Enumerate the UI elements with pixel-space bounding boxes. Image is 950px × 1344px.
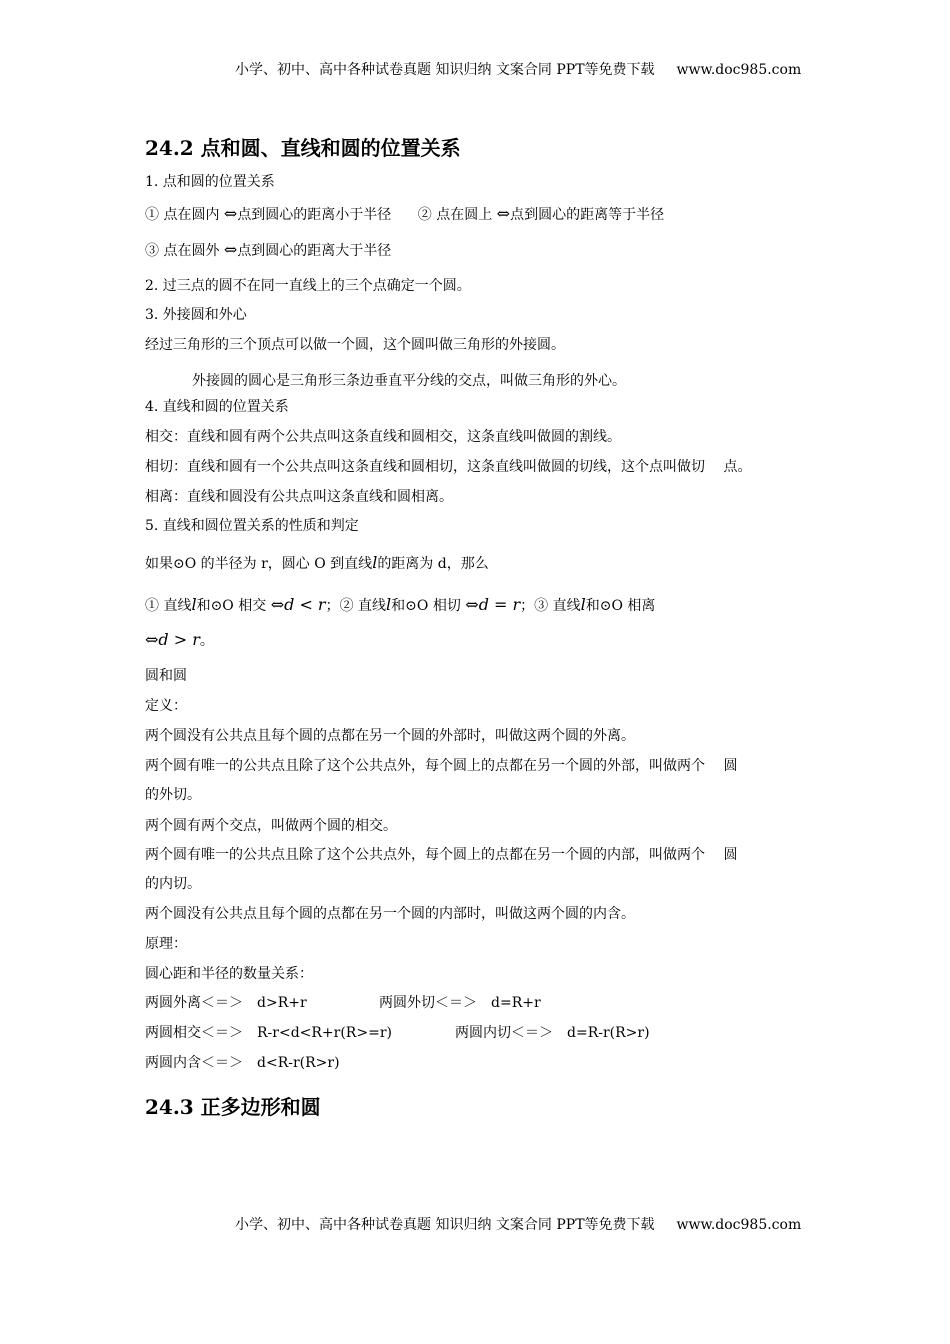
rel-2b: 两圆内切＜＝＞ d=R-r(R>r) [455,1025,650,1041]
s5-r2-b: 和⊙O 相切 [391,598,461,614]
s5-r2-math: d = r [478,595,521,614]
s4-heading: 4. 直线和圆的位置关系 [145,399,289,415]
s2: 2. 过三点的圆不在同一直线上的三个点确定一个圆。 [145,278,471,294]
def-4a: 两个圆有唯一的公共点且除了这个公共点外，每个圆上的点都在另一个圆的内部，叫做两个 圆 [145,847,738,863]
s5-r1-b: 和⊙O 相交 [196,598,267,614]
header-site[interactable]: www.doc985.com [676,62,802,78]
def-1: 两个圆没有公共点且每个圆的点都在另一个圆的外部时，叫做这两个圆的外离。 [145,728,635,744]
section-243-title: 24.3 正多边形和圆 [145,1095,321,1119]
rel-2a: 两圆相交＜＝＞ R-r<d<R+r(R>=r) [145,1025,392,1041]
s5-relations-row [145,595,655,615]
principle-heading: 原理： [145,936,187,952]
s5-intro-b: 的距离为 d，那么 [377,556,489,572]
footer-site[interactable]: www.doc985.com [676,1217,802,1233]
s5-end: 。 [199,633,214,649]
rel-1b: 两圆外切＜＝＞ d=R+r [379,995,541,1011]
page-footer [235,1214,801,1234]
principle-intro: 圆心距和半径的数量关系： [145,966,313,982]
equiv-arrow-icon: ⇔ [270,595,285,614]
section-242-title: 24.2 点和圆、直线和圆的位置关系 [145,136,461,160]
rel-1a: 两圆外离＜＝＞ d>R+r [145,995,307,1011]
s5-r1-a: ① 直线 [145,598,192,614]
s3-p2: 外接圆的圆心是三角形三条边垂直平分线的交点，叫做三角形的外心。 [192,373,626,389]
page-header [235,59,801,79]
s1-row-ab [145,204,664,224]
def-2b: 的外切。 [145,787,201,803]
equiv-arrow-icon: ⇔ [223,240,238,259]
s5-heading: 5. 直线和圆位置关系的性质和判定 [145,518,359,534]
cc-heading: 圆和圆 [145,668,187,684]
def-4b: 的内切。 [145,876,201,892]
equiv-arrow-icon: ⇔ [145,630,159,649]
header-text: 小学、初中、高中各种试卷真题 知识归纳 文案合同 PPT等免费下载 [235,62,655,78]
def-heading: 定义： [145,698,187,714]
s4-c: 相离：直线和圆没有公共点叫这条直线和圆相离。 [145,489,453,505]
s5-relation-4 [145,630,214,650]
s1-c: ③ 点在圆外 [145,243,220,259]
s5-intro [145,553,489,573]
s1-c2: 点到圆心的距离大于半径 [237,243,392,259]
s4-a: 相交：直线和圆有两个公共点叫这条直线和圆相交，这条直线叫做圆的割线。 [145,429,621,445]
line-l-symbol: l [372,553,378,572]
s1-a2: 点到圆心的距离小于半径 [237,207,392,223]
s3-heading: 3. 外接圆和外心 [145,307,247,323]
s5-r2-a: ；② 直线 [325,598,387,614]
equiv-arrow-icon: ⇔ [496,204,511,223]
s1-heading: 1. 点和圆的位置关系 [145,174,275,190]
s5-r3-a: ；③ 直线 [520,598,581,614]
s3-p1: 经过三角形的三个顶点可以做一个圆，这个圆叫做三角形的外接圆。 [145,337,565,353]
line-l-symbol: l [580,595,586,614]
equiv-arrow-icon: ⇔ [465,595,479,614]
s5-r4-math: d > r [158,630,200,649]
s5-r1-math: d < r [284,595,326,614]
s5-r3-b: 和⊙O 相离 [585,598,656,614]
def-3: 两个圆有两个交点，叫做两个圆的相交。 [145,818,397,834]
s1-row-c [145,240,391,260]
s1-b: ② 点在圆上 [417,207,493,223]
s5-intro-a: 如果⊙O 的半径为 r，圆心 O 到直线 [145,556,373,572]
rel-3: 两圆内含＜＝＞ d<R-r(R>r) [145,1055,340,1071]
line-l-symbol: l [191,595,197,614]
s1-b2: 点到圆心的距离等于半径 [510,207,665,223]
def-2a: 两个圆有唯一的公共点且除了这个公共点外，每个圆上的点都在另一个圆的外部，叫做两个 圆 [145,758,738,774]
s1-a: ① 点在圆内 [145,207,220,223]
line-l-symbol: l [386,595,392,614]
equiv-arrow-icon: ⇔ [223,204,238,223]
def-5: 两个圆没有公共点且每个圆的点都在另一个圆的内部时，叫做这两个圆的内含。 [145,906,635,922]
footer-text: 小学、初中、高中各种试卷真题 知识归纳 文案合同 PPT等免费下载 [235,1217,655,1233]
s4-b: 相切：直线和圆有一个公共点叫这条直线和圆相切，这条直线叫做圆的切线，这个点叫做切 点。 [145,459,752,475]
